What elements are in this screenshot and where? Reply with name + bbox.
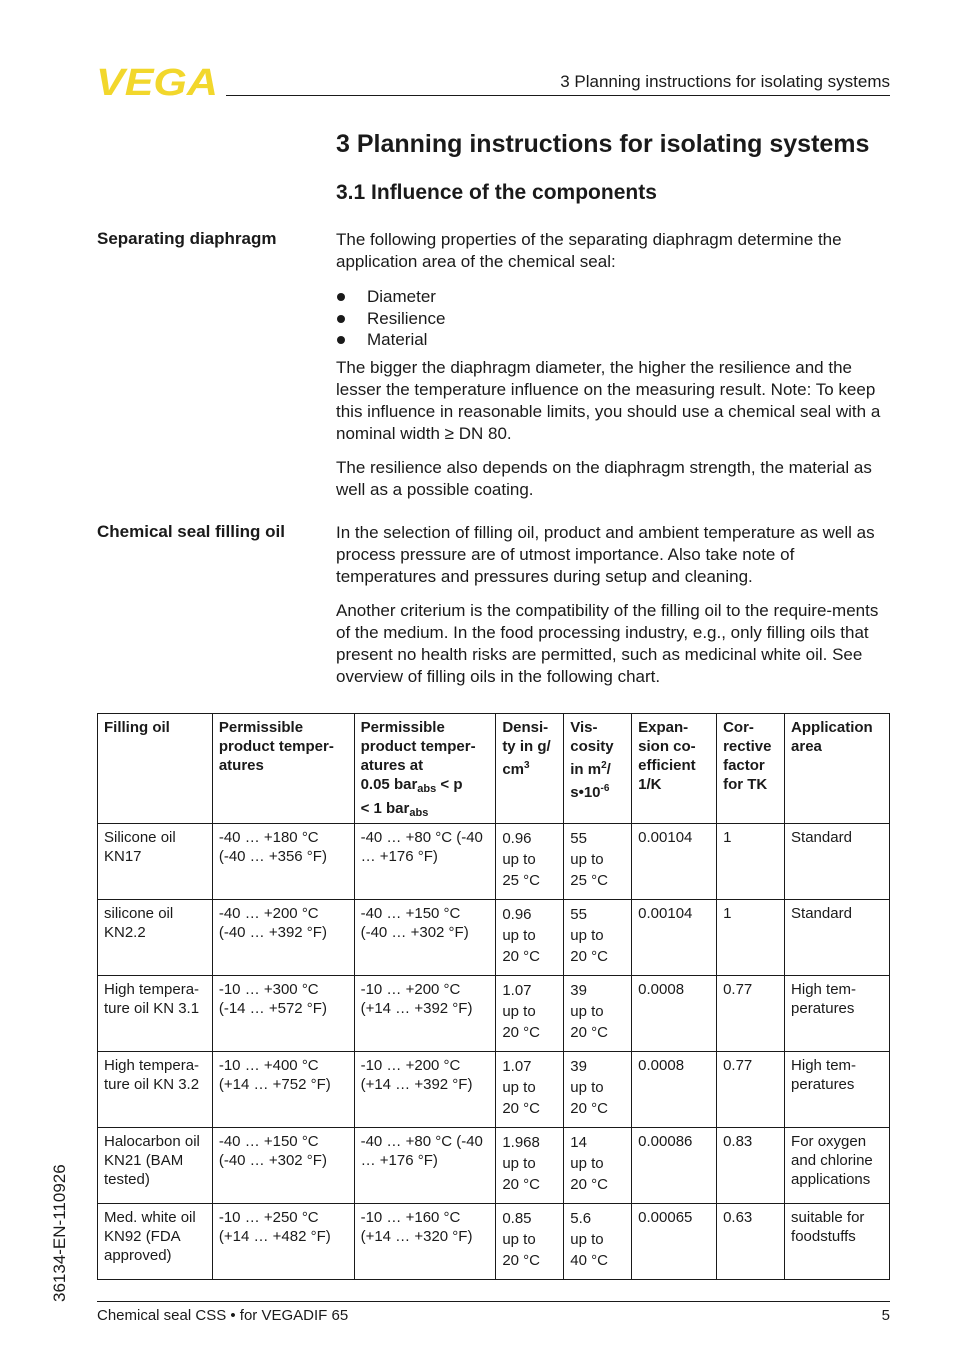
table-row [98, 824, 890, 900]
table-row [98, 1052, 890, 1128]
diaphragm-para-2: The resilience also depends on the diaphragm strength, the material as well as a possible coating. [336, 458, 872, 499]
cell-application: High tem-peratures [785, 976, 890, 1052]
col-application: Application area [785, 714, 890, 824]
cell-application: Standard [785, 900, 890, 976]
chapter-title: 3 Planning instructions for isolating systems [336, 130, 870, 158]
list-item: Diameter [336, 286, 445, 308]
cell-application: For oxygen and chlorine applications [785, 1128, 890, 1204]
cell-density: 1.07 up to 20 °C [496, 1052, 564, 1128]
cell-temp-low: -10 … +200 °C (+14 … +392 °F) [354, 976, 496, 1052]
cell-temp-low: -40 … +80 °C (-40 … +176 °F) [354, 824, 496, 900]
cell-oil: Halocarbon oil KN21 (BAM tested) [98, 1128, 213, 1204]
diaphragm-para-1: The bigger the diaphragm diameter, the higher the resilience and the lesser the temperature influence on the measuring result. Note: To keep this influence in reasonable limits, you should use a chemical seal with a nominal width ≥ DN 80. [336, 358, 881, 443]
cell-viscosity: 55 up to 20 °C [564, 900, 632, 976]
filling-oil-para-2: Another criterium is the compatibility of the filling oil to the require-ments of the medium. In the food processing industry, e.g., only filling oils that present no health risks are permitted, such as medicinal white oil. See overview of filling oils in the following chart. [336, 601, 879, 686]
cell-temp: -40 … +150 °C (-40 … +302 °F) [212, 1128, 354, 1204]
cell-factor: 1 [717, 900, 785, 976]
cell-factor: 0.83 [717, 1128, 785, 1204]
cell-density: 0.96 up to 25 °C [496, 824, 564, 900]
cell-viscosity: 5.6 up to 40 °C [564, 1204, 632, 1280]
cell-temp: -10 … +250 °C (+14 … +482 °F) [212, 1204, 354, 1280]
cell-application: Standard [785, 824, 890, 900]
col-viscosity: Vis-cosity in $m^2/$ $s•10^{-6}$ [564, 714, 632, 824]
cell-temp: -40 … +200 °C (-40 … +392 °F) [212, 900, 354, 976]
list-item: Resilience [336, 308, 445, 330]
running-title: 3 Planning instructions for isolating systems [560, 72, 890, 91]
cell-density: 0.96 up to 20 °C [496, 900, 564, 976]
vega-logo [96, 64, 220, 98]
footer-title: Chemical seal CSS • for VEGADIF 65 [97, 1307, 349, 1324]
cell-application: suitable for foodstuffs [785, 1204, 890, 1280]
cell-factor: 0.77 [717, 1052, 785, 1128]
cell-viscosity: 39 up to 20 °C [564, 1052, 632, 1128]
col-correction: Cor-rective factor for TK [717, 714, 785, 824]
header-rule [226, 95, 890, 96]
diaphragm-intro: The following properties of the separating diaphragm determine the application area of the chemical seal: [336, 230, 842, 271]
cell-factor: 0.77 [717, 976, 785, 1052]
cell-temp: -10 … +300 °C (-14 … +572 °F) [212, 976, 354, 1052]
cell-viscosity: 55 up to 25 °C [564, 824, 632, 900]
cell-oil: silicone oil KN2.2 [98, 900, 213, 976]
table-row [98, 1128, 890, 1204]
cell-expansion: 0.0008 [632, 1052, 717, 1128]
col-filling-oil: Filling oil [98, 714, 213, 824]
cell-oil: High tempera-ture oil KN 3.2 [98, 1052, 213, 1128]
cell-factor: 0.63 [717, 1204, 785, 1280]
side-heading-diaphragm: Separating diaphragm [97, 229, 277, 248]
col-perm-temp: Permissible product temper-atures [212, 714, 354, 824]
cell-application: High tem-peratures [785, 1052, 890, 1128]
cell-expansion: 0.00104 [632, 900, 717, 976]
property-list [336, 286, 445, 351]
filling-oil-table [97, 713, 890, 1280]
footer-rule [97, 1301, 890, 1302]
side-heading-filling-oil: Chemical seal filling oil [97, 522, 285, 541]
cell-temp-low: -40 … +80 °C (-40 … +176 °F) [354, 1128, 496, 1204]
cell-expansion: 0.0008 [632, 976, 717, 1052]
cell-temp: -10 … +400 °C (+14 … +752 °F) [212, 1052, 354, 1128]
table-row [98, 900, 890, 976]
cell-factor: 1 [717, 824, 785, 900]
cell-temp-low: -10 … +200 °C (+14 … +392 °F) [354, 1052, 496, 1128]
col-density: Densi-ty in g/ $cm^3$ [496, 714, 564, 824]
col-expansion: Expan-sion co-efficient 1/K [632, 714, 717, 824]
cell-density: 1.968 up to 20 °C [496, 1128, 564, 1204]
cell-expansion: 0.00104 [632, 824, 717, 900]
cell-expansion: 0.00065 [632, 1204, 717, 1280]
cell-temp-low: -10 … +160 °C (+14 … +320 °F) [354, 1204, 496, 1280]
cell-viscosity: 39 up to 20 °C [564, 976, 632, 1052]
table-row [98, 976, 890, 1052]
cell-density: 0.85 up to 20 °C [496, 1204, 564, 1280]
section-title: 3.1 Influence of the components [336, 181, 657, 204]
document-id: 36134-EN-110926 [50, 1164, 69, 1302]
cell-oil: Med. white oil KN92 (FDA approved) [98, 1204, 213, 1280]
cell-expansion: 0.00086 [632, 1128, 717, 1204]
logo-text: VEGA [96, 64, 218, 98]
cell-temp-low: -40 … +150 °C (-40 … +302 °F) [354, 900, 496, 976]
table-header-row [98, 714, 890, 824]
filling-oil-para-1: In the selection of filling oil, product and ambient temperature as well as process pressure are of utmost importance. Also take note of temperatures and pressures during setup and cleaning. [336, 523, 875, 586]
cell-oil: High tempera-ture oil KN 3.1 [98, 976, 213, 1052]
cell-density: 1.07 up to 20 °C [496, 976, 564, 1052]
col-perm-temp-low: Permissible product temper-atures at 0.05 bar$_{abs}$ < p < 1 bar$_{abs}$ [354, 714, 496, 824]
cell-temp: -40 … +180 °C (-40 … +356 °F) [212, 824, 354, 900]
table-row [98, 1204, 890, 1280]
cell-oil: Silicone oil KN17 [98, 824, 213, 900]
cell-viscosity: 14 up to 20 °C [564, 1128, 632, 1204]
list-item: Material [336, 329, 445, 351]
page-number: 5 [881, 1307, 890, 1324]
